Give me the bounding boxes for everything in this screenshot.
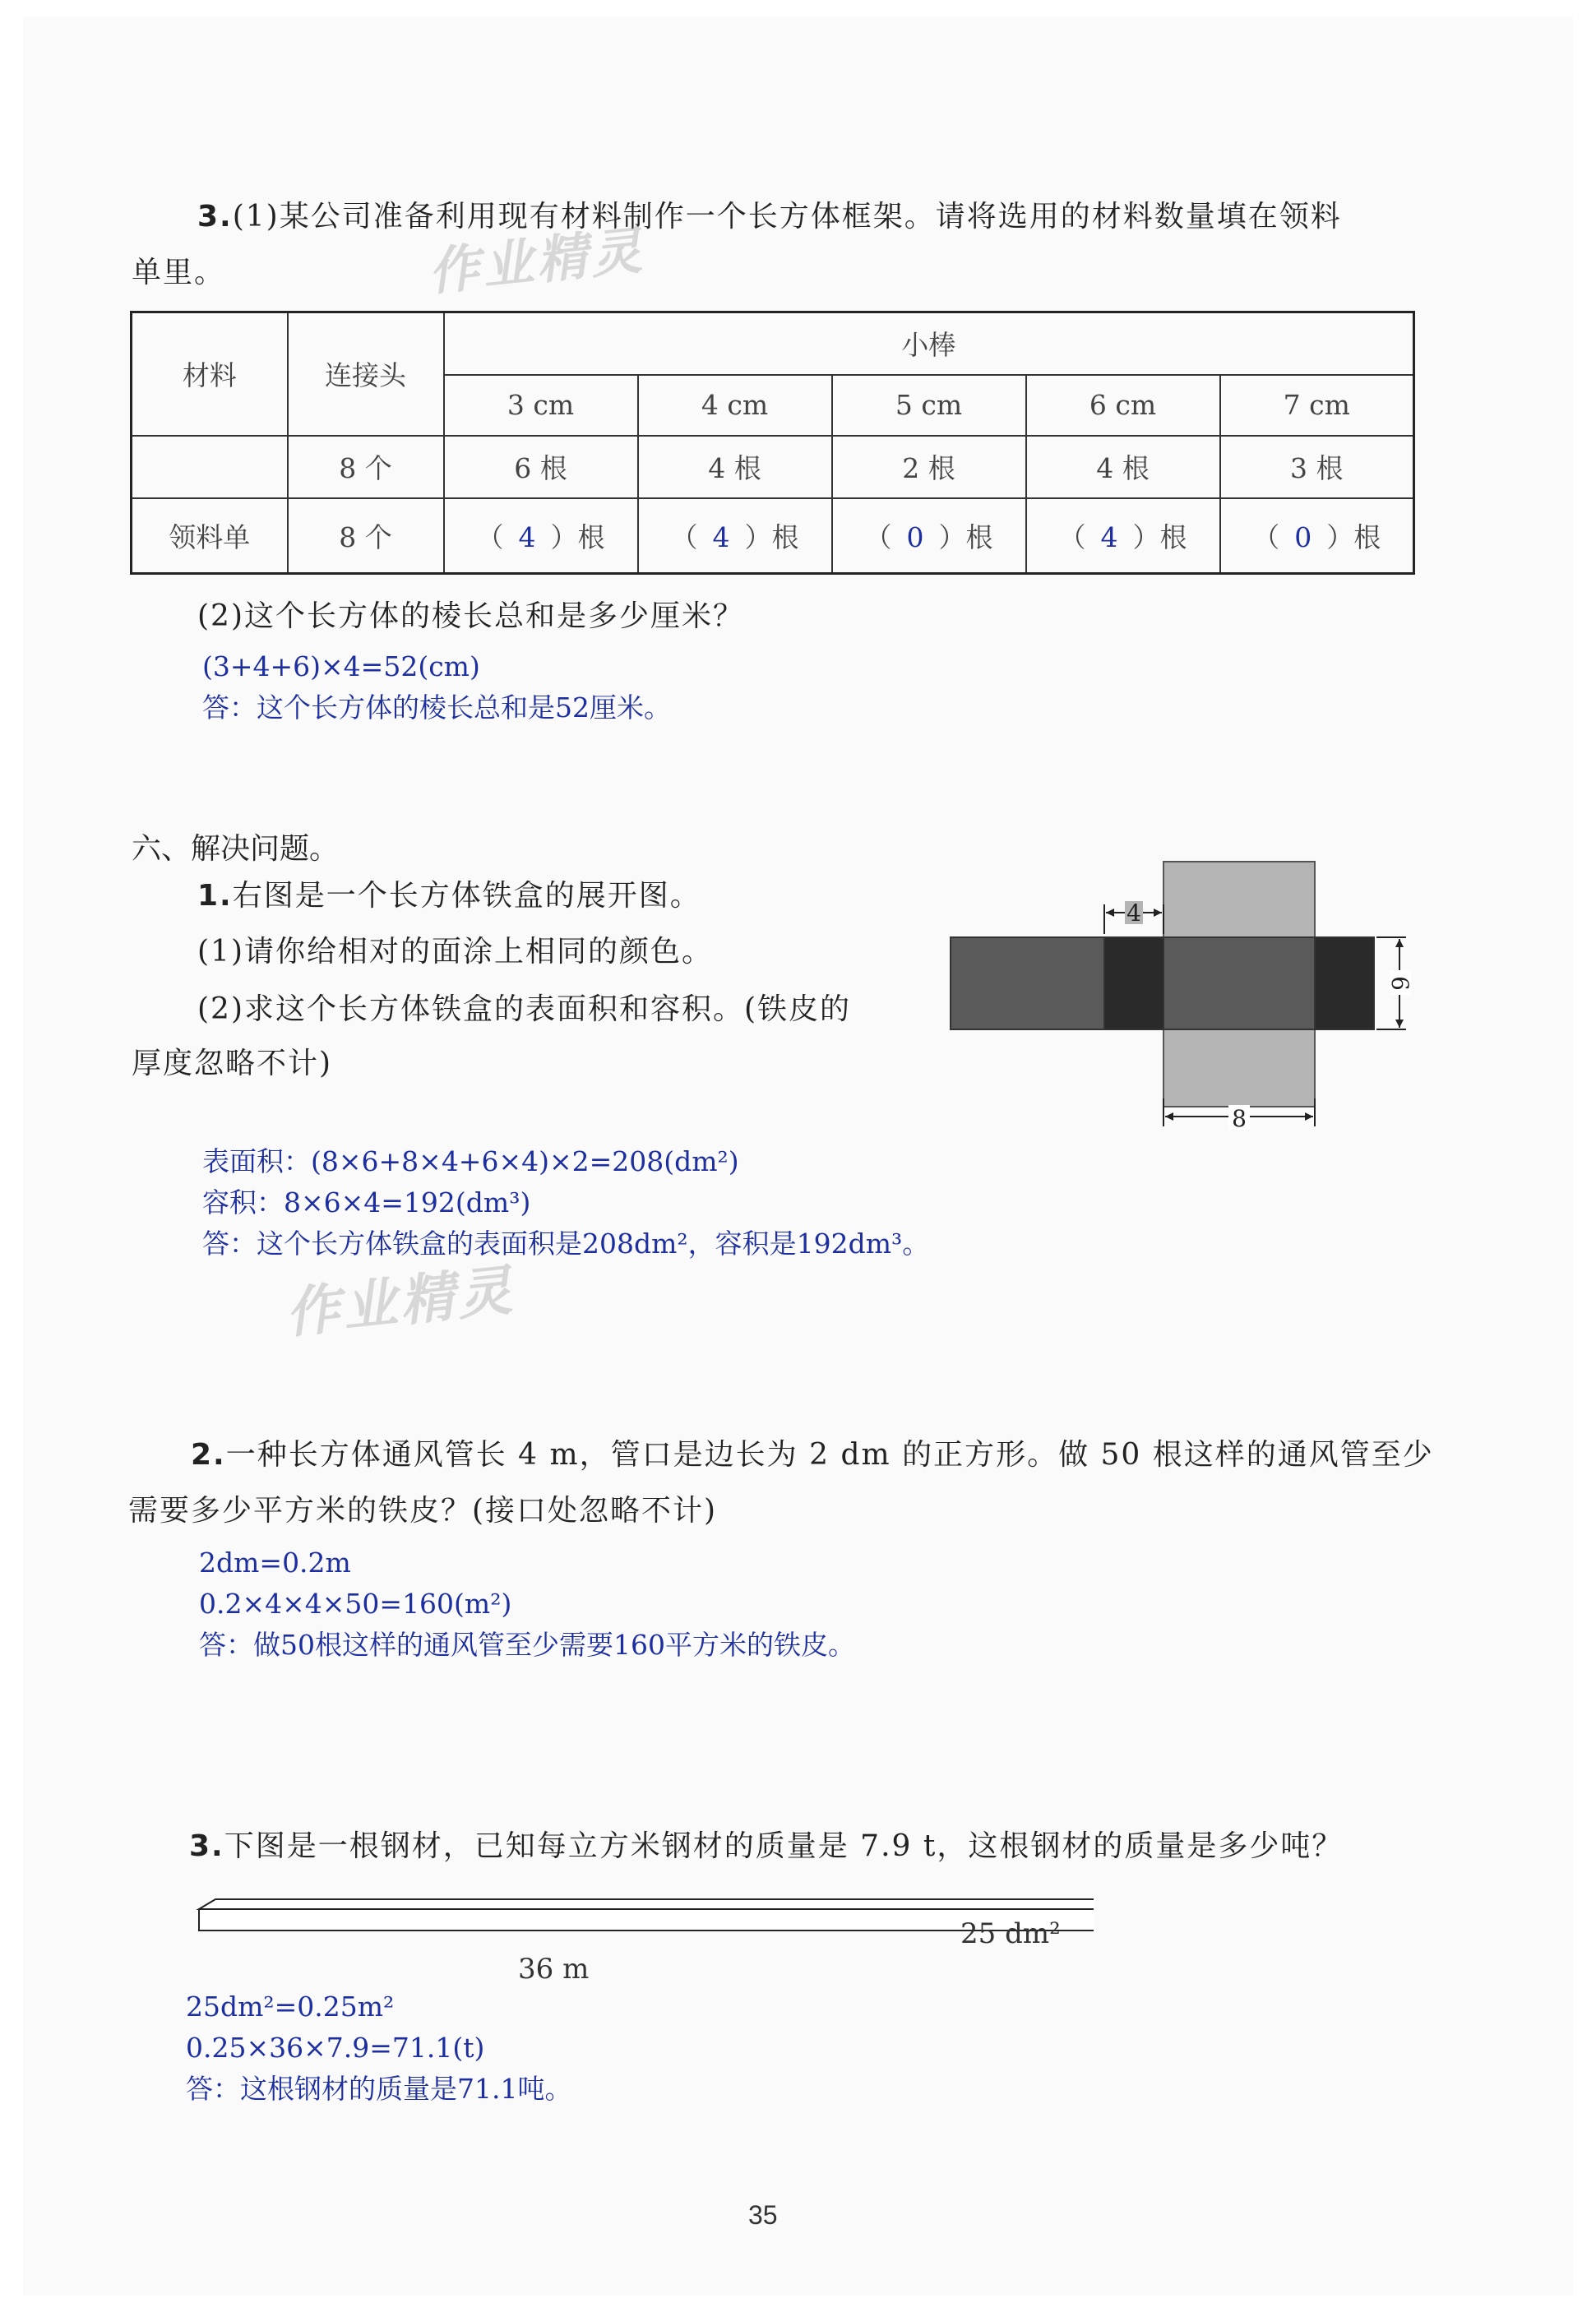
length-6cm: 6 cm [1089,389,1157,421]
order-answer-4cm: 4 [712,520,730,553]
q3-part2-answer-2: 答：这个长方体的棱长总和是52厘米。 [202,691,671,724]
section-title: 六、解决问题。 [132,832,340,866]
length-5cm: 5 cm [895,389,963,421]
stick-header-cell [444,312,1414,375]
p3-line1-text: 下图是一根钢材，已知每立方米钢材的质量是 7.9 t，这根钢材的质量是多少吨？ [224,1829,1344,1863]
p1-line4: 厚度忽略不计) [132,1047,333,1080]
stick-count-cell [1026,436,1220,498]
steel-bar-diagram [189,1891,1094,1990]
stick-count-7cm: 3 根 [1290,452,1344,484]
order-answer-6cm: 4 [1100,520,1118,553]
dim-bottom-label: 8 [1232,1105,1247,1132]
p3-answer-2: 0.25×36×7.9=71.1(t) [186,2032,485,2064]
open-paren: （ [1058,520,1086,553]
open-paren: （ [1252,520,1280,553]
close-paren: ）根 [938,520,993,553]
stick-count-cell [832,436,1026,498]
net-top-face [1163,862,1315,937]
length-3cm: 3 cm [507,389,575,421]
length-cell [1026,375,1220,436]
order-label-cell [132,498,288,574]
net-left-face [951,937,1104,1029]
length-4cm: 4 cm [701,389,769,421]
stick-count-cell [638,436,832,498]
close-paren: ）根 [550,520,605,553]
bar-length-label: 36 m [518,1953,590,1986]
watermark-middle: 作业精灵 [282,1258,518,1346]
box-net-diagram [946,855,1423,1135]
order-label: 领料单 [169,520,251,553]
material-header: 材料 [182,359,237,392]
connector-header-cell [288,312,444,436]
p1-answer-1: 表面积：(8×6+8×4+6×4)×2=208(dm²) [202,1145,739,1177]
length-cell [832,375,1026,436]
open-paren: （ [864,520,892,553]
order-answer-cell [444,498,638,574]
order-answer-7cm: 0 [1294,520,1312,553]
order-answer-5cm: 0 [906,520,924,553]
p3-answer-1: 25dm²=0.25m² [186,1991,395,2023]
dim-right-label: 6 [1386,976,1413,991]
length-cell [638,375,832,436]
p1-number: 1. [197,879,233,913]
order-connector: 8 个 [339,520,392,553]
net-bottom-face [1163,1029,1315,1107]
materials-table [130,311,1415,575]
p2-answer-1: 2dm=0.2m [199,1547,351,1579]
close-paren: ）根 [1326,520,1381,553]
stick-count-4cm: 4 根 [708,452,761,484]
q3-line1-text: (1)某公司准备利用现有材料制作一个长方体框架。请将选用的材料数量填在领料 [232,200,1342,234]
p2-number: 2. [191,1438,226,1472]
p1-answer-3: 答：这个长方体铁盒的表面积是208dm²，容积是192dm³。 [202,1228,930,1260]
p1-line2: (1)请你给相对的面涂上相同的颜色。 [197,935,713,969]
stick-count-5cm: 2 根 [902,452,955,484]
connector-count: 8 个 [339,452,392,484]
dim-right-arrow-bottom [1395,1020,1404,1028]
dim-right-arrow-top [1395,939,1404,947]
stick-count-6cm: 4 根 [1096,452,1150,484]
material-spacer-cell [132,436,288,498]
q3-line1 [197,202,1342,232]
dim-bottom-arrow-left [1165,1112,1173,1121]
stick-header: 小棒 [901,329,956,362]
connector-count-cell [288,436,444,498]
p2-answer-2: 0.2×4×4×50=160(m²) [199,1588,512,1620]
length-7cm: 7 cm [1283,389,1350,421]
p1-line3: (2)求这个长方体铁盒的表面积和容积。(铁皮的 [197,992,852,1026]
length-cell [1220,375,1414,436]
p2-answer-3: 答：做50根这样的通风管至少需要160平方米的铁皮。 [199,1629,855,1661]
p3-line1 [189,1829,1344,1863]
dim-top-arrow-right [1154,909,1162,917]
p1-line1 [197,881,701,911]
bar-area-label: 25 dm² [960,1917,1061,1950]
p3-number: 3. [189,1829,224,1863]
net-side-face-right [1315,937,1374,1029]
page-number: 35 [748,2200,778,2230]
net-front-face [1163,937,1315,1029]
p1-line1-text: 右图是一个长方体铁盒的展开图。 [232,879,701,913]
order-answer-cell [1026,498,1220,574]
p2-line2: 需要多少平方米的铁皮？(接口处忽略不计) [128,1494,718,1528]
order-answer-3cm: 4 [518,520,536,553]
close-paren: ）根 [744,520,799,553]
order-answer-cell [638,498,832,574]
order-answer-cell [832,498,1026,574]
bar-front-face [199,1909,1094,1931]
close-paren: ）根 [1132,520,1187,553]
stick-count-cell [444,436,638,498]
p2-line1-text: 一种长方体通风管长 4 m，管口是边长为 2 dm 的正方形。做 50 根这样的通风管至少 [225,1438,1434,1472]
dim-top-arrow-left [1106,909,1114,917]
bar-top-face [199,1899,1094,1909]
dim-bottom-arrow-right [1305,1112,1313,1121]
p1-answer-2: 容积：8×6×4=192(dm³) [202,1186,531,1218]
stick-count-cell [1220,436,1414,498]
dim-top-label: 4 [1126,899,1141,927]
net-side-face-left [1104,937,1163,1029]
connector-header: 连接头 [325,359,406,392]
material-header-cell [132,312,288,436]
q3-part2-answer-1: (3+4+6)×4=52(cm) [202,650,480,682]
q3-line2: 单里。 [132,256,226,289]
order-connector-cell [288,498,444,574]
open-paren: （ [670,520,698,553]
p2-line1 [191,1440,1434,1470]
length-cell [444,375,638,436]
open-paren: （ [476,520,504,553]
order-answer-cell [1220,498,1414,574]
q3-part2-question: (2)这个长方体的棱长总和是多少厘米？ [197,599,744,633]
p3-answer-3: 答：这根钢材的质量是71.1吨。 [186,2073,572,2105]
stick-count-3cm: 6 根 [514,452,567,484]
watermark-top: 作业精灵 [425,220,648,303]
q3-number: 3. [197,200,233,234]
